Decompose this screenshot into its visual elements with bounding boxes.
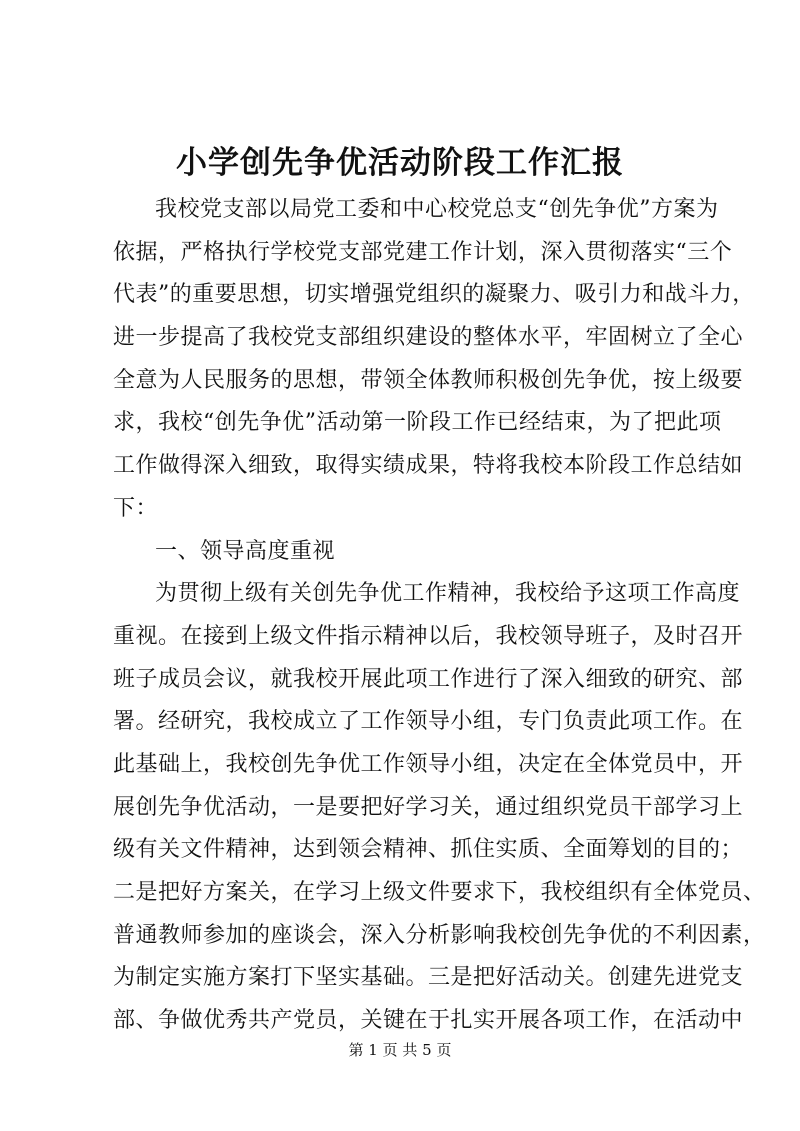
paragraph-line: 此基础上，我校创先争优工作领导小组，决定在全体党员中，开: [113, 751, 744, 777]
paragraph-line: 下：: [113, 495, 159, 521]
paragraph-line: 班子成员会议，就我校开展此项工作进行了深入细致的研究、部: [113, 666, 744, 692]
paragraph-line: 级有关文件精神，达到领会精神、抓住实质、全面筹划的目的；: [113, 837, 744, 863]
paragraph-line: 全意为人民服务的思想，带领全体教师积极创先争优，按上级要: [113, 367, 744, 393]
paragraph-line: 为制定实施方案打下坚实基础。三是把好活动关。创建先进党支: [113, 965, 744, 991]
page-footer: 第 1 页 共 5 页: [348, 1041, 452, 1059]
document-title: 小学创先争优活动阶段工作汇报: [176, 145, 624, 181]
section-heading: 一、领导高度重视: [155, 538, 336, 564]
paragraph-line: 展创先争优活动，一是要把好学习关，通过组织党员干部学习上: [113, 794, 744, 820]
paragraph-line: 我校党支部以局党工委和中心校党总支“创先争优”方案为: [155, 197, 719, 222]
document-body: [113, 189, 766, 1043]
paragraph-line: 代表”的重要思想，切实增强党组织的凝聚力、吸引力和战斗力，: [113, 282, 755, 308]
paragraph-line: 普通教师参加的座谈会，深入分析影响我校创先争优的不利因素，: [113, 922, 766, 948]
paragraph-line: 工作做得深入细致，取得实绩成果，特将我校本阶段工作总结如: [113, 453, 744, 479]
paragraph-line: 署。经研究，我校成立了工作领导小组，专门负责此项工作。在: [113, 709, 744, 735]
paragraph-line: 为贯彻上级有关创先争优工作精神，我校给予这项工作高度: [155, 581, 741, 607]
paragraph-line: 依据，严格执行学校党支部党建工作计划，深入贯彻落实“三个: [113, 239, 733, 265]
paragraph-line: 进一步提高了我校党支部组织建设的整体水平，牢固树立了全心: [113, 325, 744, 351]
paragraph-line: 二是把好方案关，在学习上级文件要求下，我校组织有全体党员、: [113, 880, 766, 905]
paragraph-line: 重视。在接到上级文件指示精神以后，我校领导班子，及时召开: [113, 623, 744, 649]
paragraph-line: 求，我校“创先争优”活动第一阶段工作已经结束，为了把此项: [113, 410, 722, 436]
paragraph-line: 部、争做优秀共产党员，关键在于扎实开展各项工作，在活动中: [113, 1008, 744, 1034]
